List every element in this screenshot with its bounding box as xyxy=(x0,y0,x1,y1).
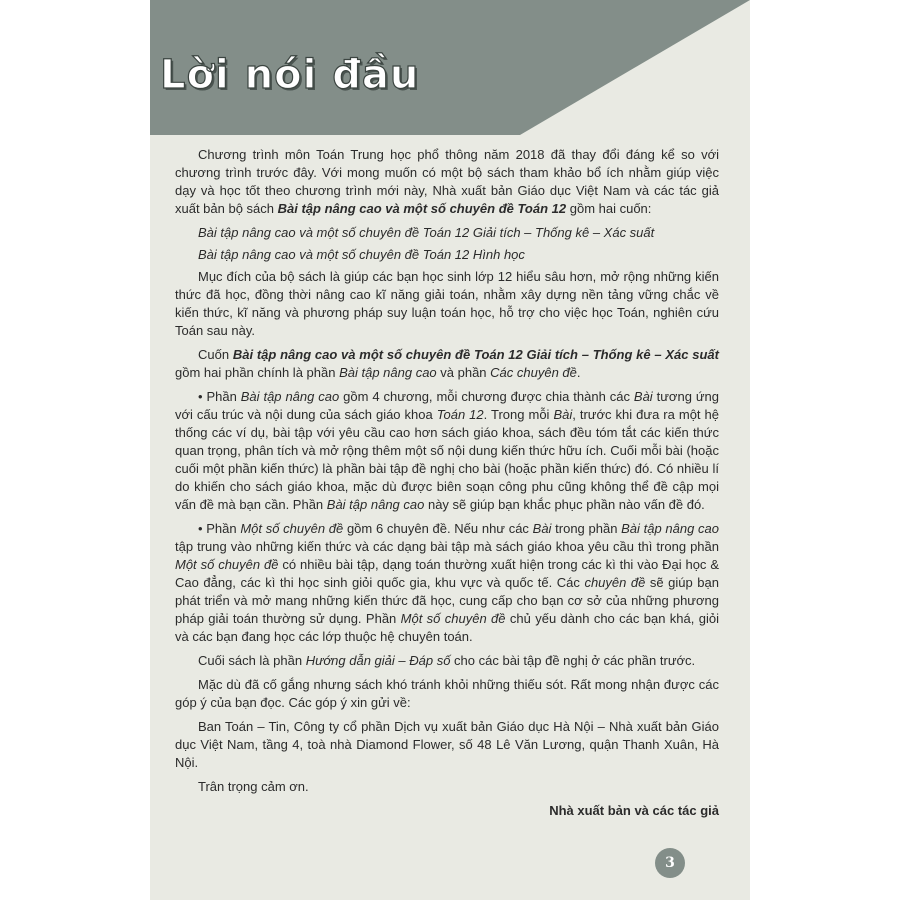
paragraph-thanks: Trân trọng cảm ơn. xyxy=(198,779,309,794)
text-span: gồm 4 chương, mỗi chương được chia thành các xyxy=(339,389,634,404)
book-page xyxy=(150,0,750,900)
text-span: tập trung vào những kiến thức và các dạng bài tập mà sách giáo khoa yêu cầu thì trong phần xyxy=(175,539,719,554)
text-span: gồm hai phần chính là phần xyxy=(175,365,340,380)
paragraph-purpose: Mục đích của bộ sách là giúp các bạn học sinh lớp 12 hiểu sâu hơn, mở rộng những kiến thức đã học, đồng thời nâng cao kĩ năng giải toán, nhằm xây dựng nền tảng vững chắc về kiến thức, kĩ năng và phương pháp suy luận toán học, hỗ trợ cho việc học Toán, nghiên cứu Toán sau này. xyxy=(175,269,719,338)
text-span: • Phần xyxy=(198,521,241,536)
text-span: sẽ giúp bạn phát triển và mở mang những kiến thức đã học, cung cấp cho bạn cơ sở của những phương pháp giải toán thường sử dụng. Phần xyxy=(175,575,719,626)
paragraph-address: Ban Toán – Tin, Công ty cổ phần Dịch vụ xuất bản Giáo dục Hà Nội – Nhà xuất bản Giáo dục Việt Nam, tầng 4, toà nhà Diamond Flower, số 48 Lê Văn Lương, quận Thanh Xuân, Hà Nội. xyxy=(175,719,719,770)
italic-term: Bài xyxy=(553,407,573,422)
text-span: trong phần xyxy=(551,521,622,536)
text-span: cho các bài tập đề nghị ở các phần trước. xyxy=(450,653,696,668)
italic-term: Bài tập nâng cao xyxy=(326,497,425,512)
text-span: và phần xyxy=(436,365,491,380)
italic-term: Bài xyxy=(633,389,653,404)
text-span: gồm hai cuốn: xyxy=(566,201,652,216)
text-span: . xyxy=(576,365,581,380)
italic-term: Một số chuyên đề xyxy=(240,521,344,536)
book-title-1: Bài tập nâng cao và một số chuyên đề Toán 12 Giải tích – Thống kê – Xác suất xyxy=(198,225,655,240)
text-span: tương ứng với cấu trúc và nội dung của sách giáo khoa xyxy=(175,389,719,422)
paragraph-feedback: Mặc dù đã cố gắng nhưng sách khó tránh khỏi những thiếu sót. Rất mong nhận được các góp ý của bạn đọc. Các góp ý xin gửi về: xyxy=(175,677,719,710)
text-span: Cuối sách là phần xyxy=(198,653,306,668)
italic-term: chuyên đề xyxy=(584,575,646,590)
italic-term: Toán 12 xyxy=(436,407,484,422)
text-span: Chương trình môn Toán Trung học phổ thông năm 2018 đã thay đổi đáng kể so với chương trình trước đây. Với mong muốn có một bộ sách tham khảo bổ ích nhằm giúp việc dạy và học tốt theo chương trình mới này, Nhà xuất bản Giáo dục Việt Nam và các tác giả xuất bản bộ sách xyxy=(175,147,719,216)
text-span: Cuốn xyxy=(198,347,233,362)
text-span: có nhiều bài tập, dạng toán thường xuất hiện trong các kì thi vào Đại học & Cao đẳng, các kì thi học sinh giỏi quốc gia, khu vực và quốc tế. Các xyxy=(175,557,720,590)
italic-term: Một số chuyên đề xyxy=(175,557,279,572)
signature: Nhà xuất bản và các tác giả xyxy=(549,803,719,818)
italic-term: Bài xyxy=(532,521,552,536)
text-span: . Trong mỗi xyxy=(483,407,554,422)
page-title: Lời nói đầu xyxy=(160,52,420,98)
italic-term: Bài tập nâng cao xyxy=(240,389,340,404)
italic-term: Hướng dẫn giải – Đáp số xyxy=(305,653,451,668)
paragraph-part-1 xyxy=(175,388,719,514)
book-title-bold: Bài tập nâng cao và một số chuyên đề Toán 12 Giải tích – Thống kê – Xác suất xyxy=(232,347,719,362)
italic-term: Bài tập nâng cao xyxy=(339,365,437,380)
text-span: gồm 6 chuyên đề. Nếu như các xyxy=(343,521,533,536)
italic-term: Các chuyên đề xyxy=(490,365,577,380)
series-title: Bài tập nâng cao và một số chuyên đề Toán 12 xyxy=(277,201,567,216)
italic-term: Bài tập nâng cao xyxy=(621,521,720,536)
text-span: • Phần xyxy=(198,389,241,404)
paragraph-structure xyxy=(175,346,719,382)
page-number-badge: 3 xyxy=(655,848,685,878)
text-span: , trước khi đưa ra một hệ thống các ví dụ, bài tập với yêu cầu cao hơn sách giáo khoa, sách đều tóm tắt các kiến thức quan trọng, phân tích và mở rộng thêm một số nội dung kiến thức hữu ích. Cuối mỗi bài (hoặc cuối một phần kiến thức) là phần bài tập đề nghị cho bài (hoặc phần kiến thức) đó. Có nhiều lí do khiến cho sách giáo khoa, mặc dù được biên soạn công phu cũng không thể đề cập mọi vấn đề mà bạn cần. Phần xyxy=(175,407,720,512)
paragraph-part-2 xyxy=(175,520,719,646)
paragraph-answers xyxy=(175,652,719,670)
italic-term: Một số chuyên đề xyxy=(400,611,506,626)
book-title-2: Bài tập nâng cao và một số chuyên đề Toán 12 Hình học xyxy=(198,247,525,262)
text-span: chủ yếu dành cho các bạn khá, giỏi và các bạn đang học các lớp thuộc hệ chuyên toán. xyxy=(175,611,719,644)
paragraph-intro xyxy=(175,146,719,218)
text-span: này sẽ giúp bạn khắc phục phần nào vấn đề đó. xyxy=(424,497,705,512)
preface-body xyxy=(175,146,719,826)
